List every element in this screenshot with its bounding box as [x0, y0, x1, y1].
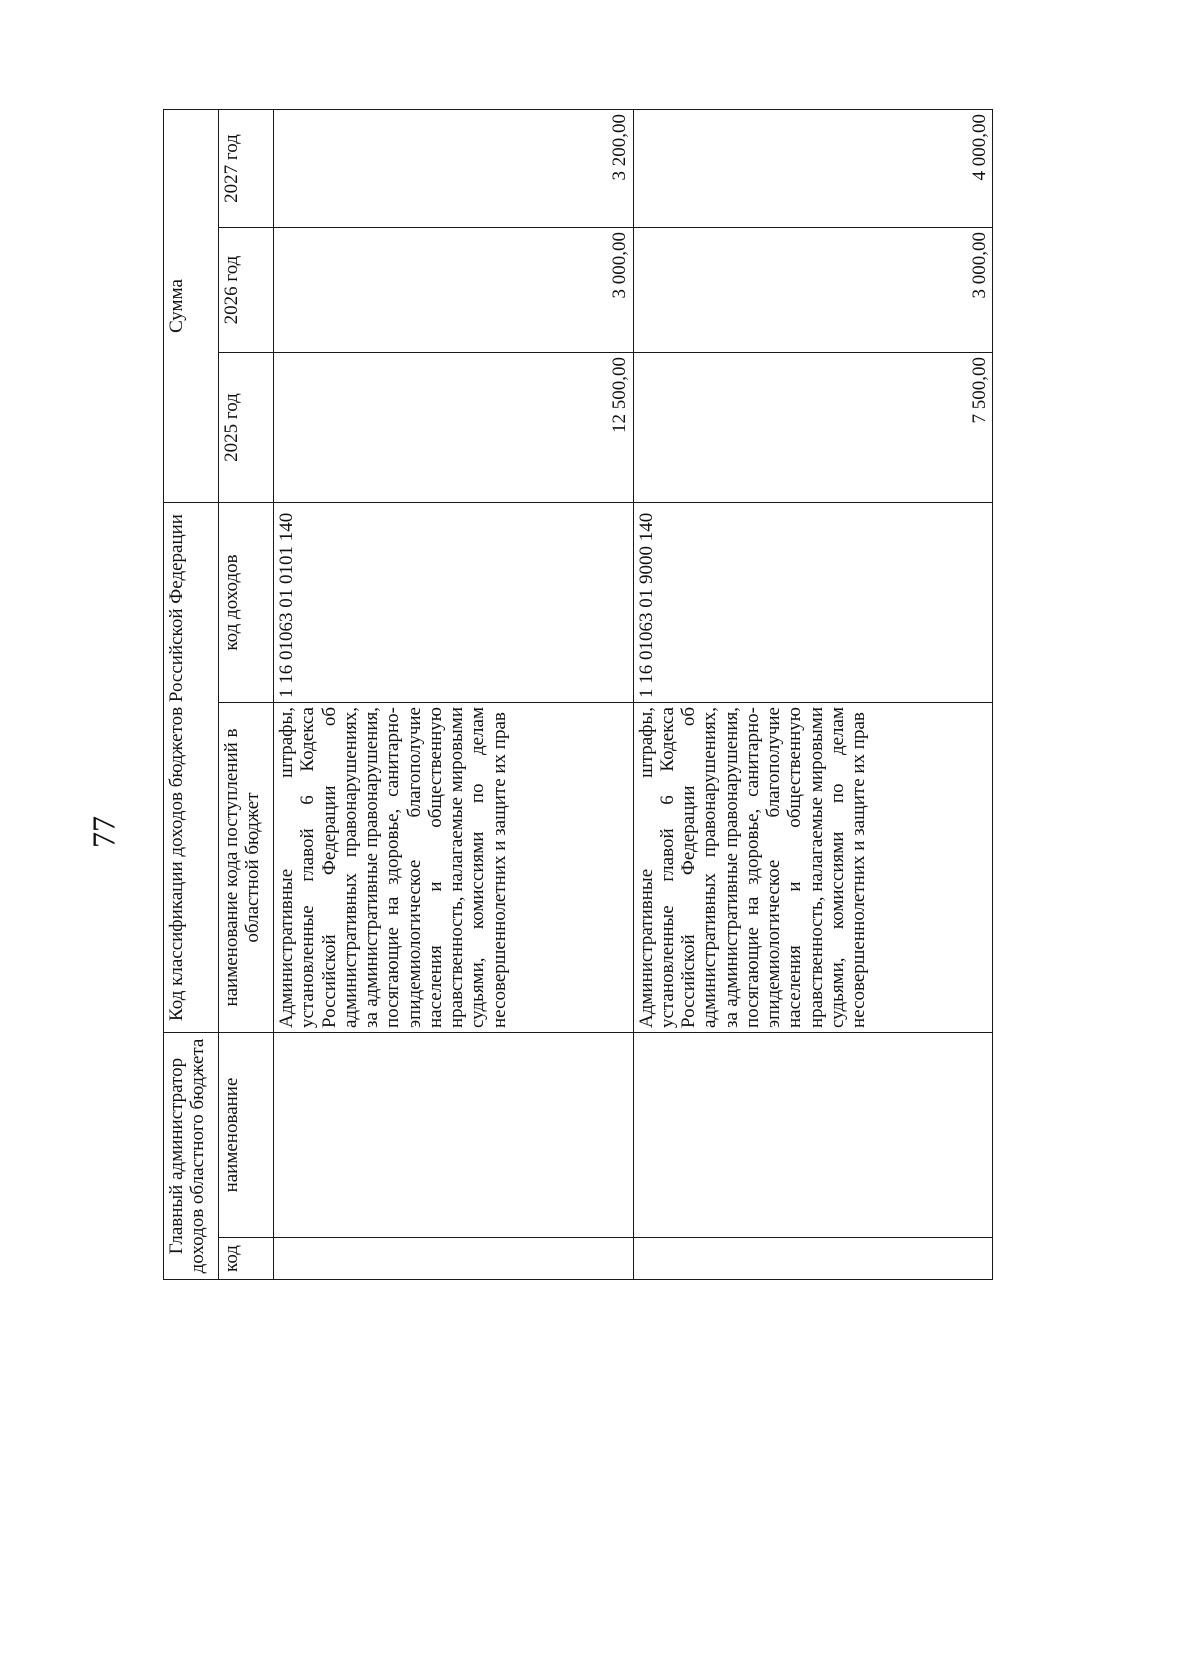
revenue-table: [163, 109, 993, 1280]
cell-sum-2027: 4 000,00: [633, 110, 993, 228]
cell-sum-2026: 3 000,00: [274, 228, 634, 353]
cell-sum-2025: 7 500,00: [633, 353, 993, 503]
table-row: [633, 110, 993, 1280]
cell-sum-2026: 3 000,00: [633, 228, 993, 353]
cell-sum-2027: 3 200,00: [274, 110, 634, 228]
cell-income-name: Административные штрафы, установленные главой 6 Кодекса Российской Федерации об административных правонарушениях, за административные правонарушения, посягающие на здоровье, санитарно-эпидемиологическое благополучие населения и общественную нравственность, налагаемые мировыми судьями, комиссиями по делам несовершеннолетних и защите их прав: [274, 703, 634, 1033]
cell-income-name: Административные штрафы, установленные главой 6 Кодекса Российской Федерации об административных правонарушениях, за административные правонарушения, посягающие на здоровье, санитарно-эпидемиологическое благополучие населения и общественную нравственность, налагаемые мировыми судьями, комиссиями по делам несовершеннолетних и защите их прав: [633, 703, 993, 1033]
header-main-administrator: Главный администратор доходов областного бюджета: [164, 1033, 219, 1280]
header-year-2025: 2025 год: [219, 353, 274, 503]
table-row: [274, 110, 634, 1280]
cell-admin-name: [633, 1033, 993, 1238]
header-classification-code: Код классификации доходов бюджетов Российской Федерации: [164, 503, 219, 1033]
header-name: наименование: [219, 1033, 274, 1238]
cell-income-code: 1 16 01063 01 9000 140: [633, 503, 993, 703]
header-sum: Сумма: [164, 110, 219, 503]
cell-income-code: 1 16 01063 01 0101 140: [274, 503, 634, 703]
page-number: 77: [85, 816, 122, 848]
cell-admin-code: [633, 1238, 993, 1280]
header-year-2027: 2027 год: [219, 110, 274, 228]
header-income-code: код доходов: [219, 503, 274, 703]
header-year-2026: 2026 год: [219, 228, 274, 353]
cell-admin-name: [274, 1033, 634, 1238]
header-income-name: наименование кода поступлений в областной бюджет: [219, 703, 274, 1033]
rotated-table-container: [163, 110, 993, 1280]
cell-sum-2025: 12 500,00: [274, 353, 634, 503]
header-code: код: [219, 1238, 274, 1280]
cell-admin-code: [274, 1238, 634, 1280]
